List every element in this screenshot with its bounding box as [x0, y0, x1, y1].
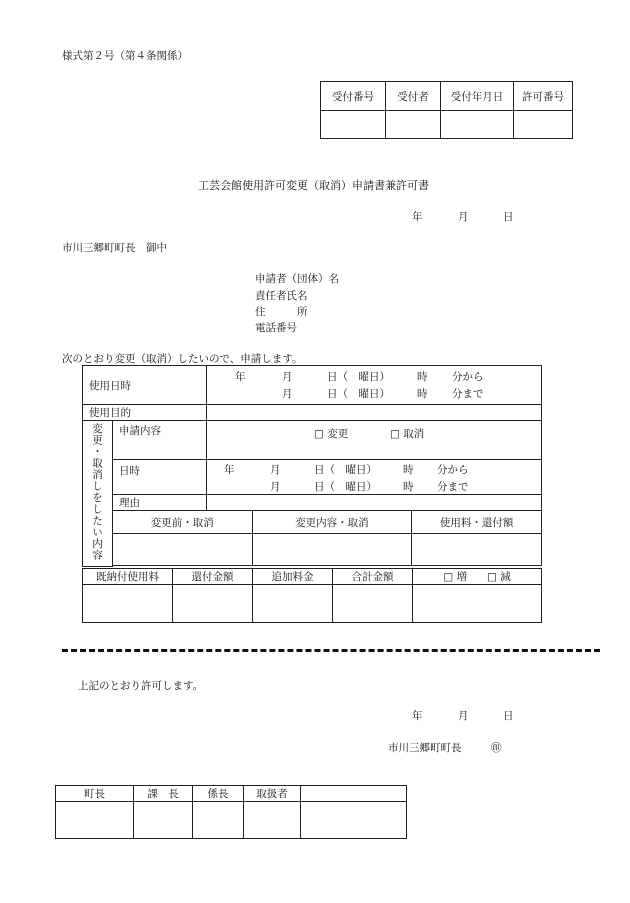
- inc-dec-value[interactable]: [413, 585, 542, 623]
- reason-label: 理由: [112, 495, 206, 511]
- purpose-label: 使用目的: [83, 405, 207, 421]
- permit-year: 年: [412, 710, 423, 722]
- col-before-header: 変更前・取消: [112, 511, 252, 534]
- reception-table: [320, 81, 573, 139]
- dt2-day: 日（ 曜日）: [314, 464, 377, 476]
- reception-cell[interactable]: [441, 111, 514, 139]
- dt1-until: 分まで: [452, 388, 484, 400]
- fee-add-value[interactable]: [253, 585, 333, 623]
- reception-header: 許可番号: [514, 82, 573, 111]
- addressee: 市川三郷町町長 御中: [62, 242, 167, 254]
- col-fee-header: 使用料・還付額: [412, 511, 542, 534]
- dt2-year: 年: [224, 464, 235, 476]
- option-increase[interactable]: □ 増: [443, 571, 467, 583]
- approval-header: 町長: [56, 786, 134, 802]
- option-change[interactable]: □ 変更: [314, 428, 349, 440]
- dt1-day: 日（ 曜日）: [327, 371, 390, 383]
- document-title: 工芸会館使用許可変更（取消）申請書兼許可書: [198, 179, 429, 192]
- option-cancel[interactable]: □ 取消: [390, 428, 425, 440]
- dt1-hour-end: 時: [417, 388, 428, 400]
- dt1-hour: 時: [417, 371, 428, 383]
- approval-header: [301, 786, 407, 802]
- fee-table: [82, 568, 542, 623]
- inc-dec-header: [413, 569, 542, 585]
- reception-cell[interactable]: [386, 111, 441, 139]
- fee-add-header: 追加料金: [253, 569, 333, 585]
- dt1-month-end: 月: [282, 388, 293, 400]
- datetime-label: 日時: [112, 460, 206, 495]
- content-value[interactable]: [252, 534, 412, 566]
- reception-cell[interactable]: [514, 111, 573, 139]
- use-datetime-label: 使用日時: [83, 366, 207, 405]
- reception-header: 受付年月日: [441, 82, 514, 111]
- dt2-hour: 時: [403, 464, 414, 476]
- request-value[interactable]: [206, 421, 541, 460]
- dt2-until: 分まで: [437, 481, 469, 493]
- approval-cell[interactable]: [193, 802, 244, 839]
- fee-total-value[interactable]: [333, 585, 413, 623]
- before-value[interactable]: [112, 534, 252, 566]
- approval-header: 取扱者: [244, 786, 301, 802]
- date-year: 年: [412, 211, 423, 223]
- date-month: 月: [458, 211, 469, 223]
- dt2-month-end: 月: [270, 481, 281, 493]
- fee-paid-value[interactable]: [83, 585, 173, 623]
- fee-total-header: 合計金額: [333, 569, 413, 585]
- col-content-header: 変更内容・取消: [252, 511, 412, 534]
- dt2-from: 分から: [437, 464, 469, 476]
- reason-value[interactable]: [206, 495, 541, 511]
- fee-refund-header: 還付金額: [173, 569, 253, 585]
- permit-text: 上記のとおり許可します。: [78, 680, 204, 692]
- request-label: 申請内容: [112, 421, 206, 460]
- dt2-day-end: 日（ 曜日）: [314, 481, 377, 493]
- permit-month: 月: [458, 710, 469, 722]
- approval-cell[interactable]: [301, 802, 407, 839]
- applicant-org: 申請者（団体）名: [255, 273, 339, 285]
- approval-cell[interactable]: [134, 802, 193, 839]
- change-section-label: 変更・取消しをしたい内容: [83, 421, 113, 567]
- dt1-year: 年: [235, 371, 246, 383]
- approval-cell[interactable]: [56, 802, 134, 839]
- fee-value[interactable]: [412, 534, 542, 566]
- dt1-month: 月: [282, 371, 293, 383]
- dt1-from: 分から: [452, 371, 484, 383]
- date-day: 日: [503, 211, 514, 223]
- intro-text: 次のとおり変更（取消）したいので、申請します。: [62, 353, 303, 365]
- applicant-phone: 電話番号: [255, 322, 297, 334]
- reception-header: 受付番号: [321, 82, 386, 111]
- signer: 市川三郷町町長: [388, 742, 462, 754]
- fee-paid-header: 既納付使用料: [83, 569, 173, 585]
- purpose-value[interactable]: [206, 405, 541, 421]
- reception-cell[interactable]: [321, 111, 386, 139]
- approval-table: [55, 785, 407, 839]
- form-number: 様式第２号（第４条関係）: [62, 50, 188, 62]
- seal-mark: ㊞: [491, 742, 502, 754]
- permit-day: 日: [503, 710, 514, 722]
- approval-cell[interactable]: [244, 802, 301, 839]
- applicant-person: 責任者氏名: [255, 290, 308, 302]
- approval-header: 課 長: [134, 786, 193, 802]
- cut-line: [62, 649, 600, 652]
- fee-refund-value[interactable]: [173, 585, 253, 623]
- option-decrease[interactable]: □ 減: [487, 571, 511, 583]
- approval-header: 係長: [193, 786, 244, 802]
- dt2-hour-end: 時: [403, 481, 414, 493]
- applicant-address: 住 所: [255, 306, 308, 318]
- dt1-day-end: 日（ 曜日）: [327, 388, 390, 400]
- reception-header: 受付者: [386, 82, 441, 111]
- dt2-month: 月: [270, 464, 281, 476]
